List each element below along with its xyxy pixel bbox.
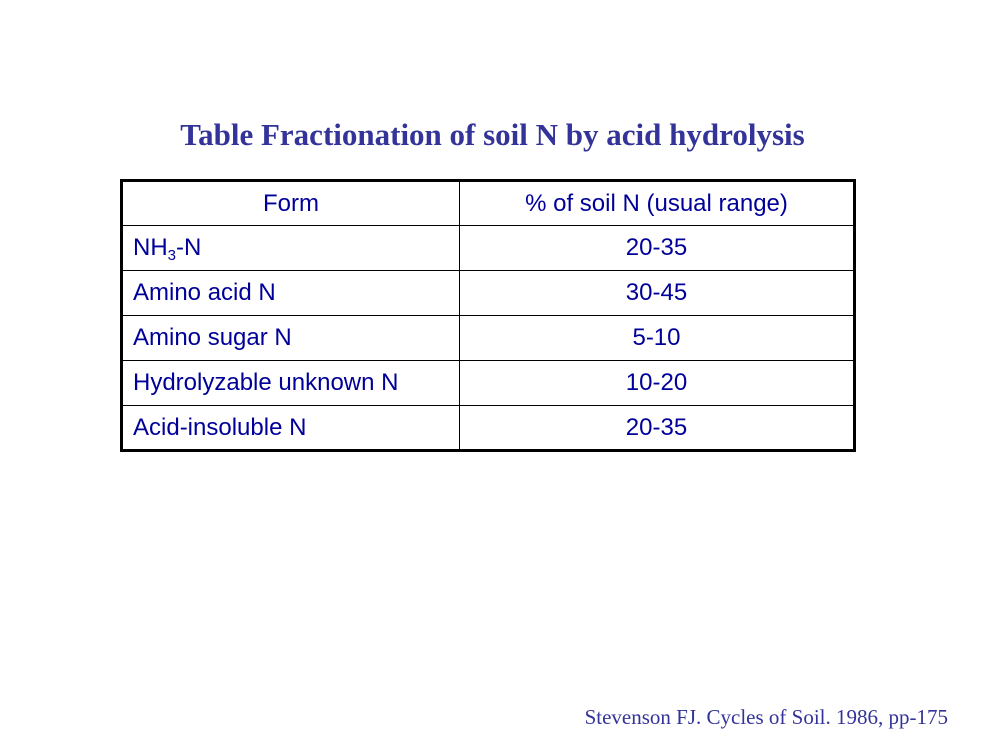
range-cell: 30-45	[460, 271, 855, 316]
table-row	[122, 226, 855, 271]
range-cell: 10-20	[460, 361, 855, 406]
form-subscript: 3	[167, 247, 177, 264]
form-suffix: -N	[176, 234, 202, 261]
table-row	[122, 316, 855, 361]
slide-title: Table Fractionation of soil N by acid hydrolysis	[180, 117, 805, 152]
form-cell	[122, 226, 460, 271]
range-cell: 5-10	[460, 316, 855, 361]
range-cell: 20-35	[460, 226, 855, 271]
form-cell: Amino sugar N	[122, 316, 460, 361]
table-row	[122, 406, 855, 451]
header-percent-range: % of soil N (usual range)	[460, 181, 855, 226]
form-cell: Hydrolyzable unknown N	[122, 361, 460, 406]
table-header-row	[122, 181, 855, 226]
form-cell: Amino acid N	[122, 271, 460, 316]
citation: Stevenson FJ. Cycles of Soil. 1986, pp-175	[584, 705, 948, 729]
table-row	[122, 361, 855, 406]
fractionation-table	[120, 179, 856, 452]
form-name: NH	[133, 234, 168, 261]
table-row	[122, 271, 855, 316]
header-form: Form	[122, 181, 460, 226]
range-cell: 20-35	[460, 406, 855, 451]
form-cell: Acid-insoluble N	[122, 406, 460, 451]
